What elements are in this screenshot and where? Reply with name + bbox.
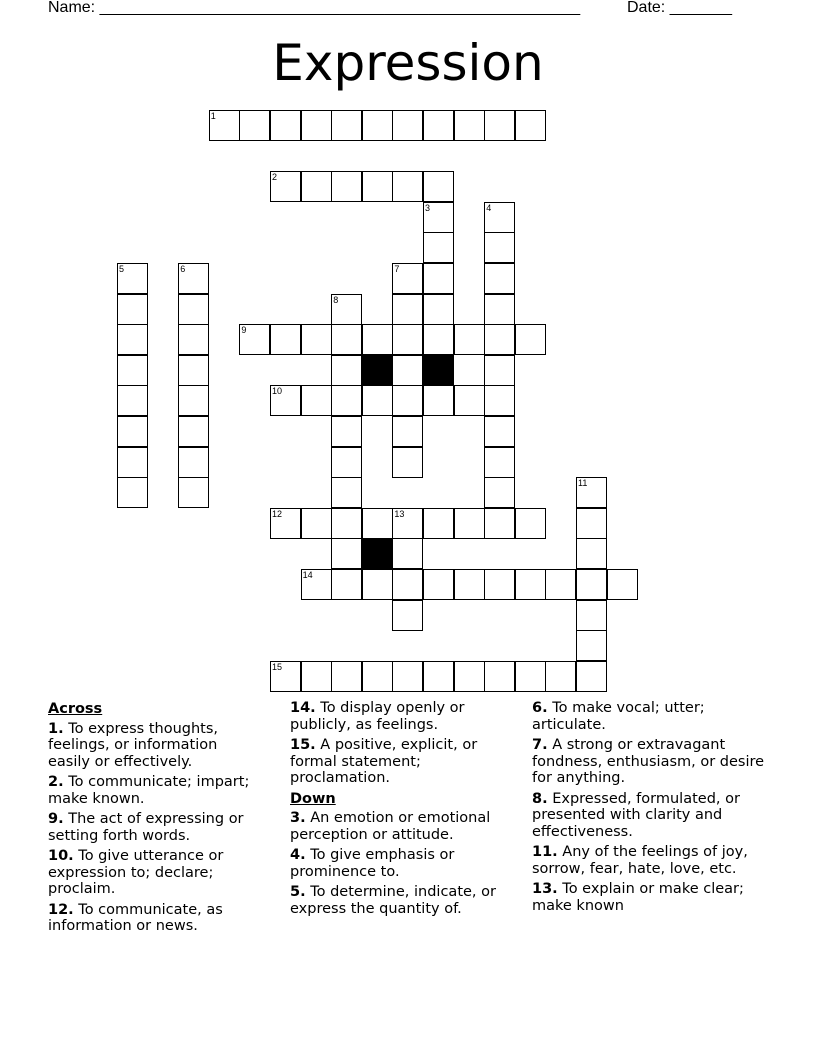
crossword-cell[interactable]	[301, 110, 332, 141]
clue-number: 11.	[532, 844, 558, 860]
clue-number: 5.	[290, 884, 306, 900]
crossword-cell[interactable]	[331, 569, 362, 600]
clue-text: To determine, indicate, or express the quantity of.	[290, 884, 496, 917]
crossword-cell[interactable]	[423, 508, 454, 539]
clue-text: To display openly or publicly, as feelings.	[290, 700, 465, 733]
crossword-cell[interactable]	[362, 508, 393, 539]
crossword-cell[interactable]	[362, 385, 393, 416]
crossword-cell[interactable]	[484, 355, 515, 386]
clue-text: To give emphasis or prominence to.	[290, 847, 455, 880]
crossword-cell[interactable]	[362, 324, 393, 355]
cell-number: 8	[333, 294, 339, 305]
cell-number: 1	[210, 111, 216, 121]
crossword-cell[interactable]	[331, 538, 362, 569]
crossword-cell[interactable]	[270, 324, 301, 355]
crossword-cell[interactable]	[392, 661, 423, 692]
crossword-cell[interactable]	[515, 508, 546, 539]
clue-number: 15.	[290, 737, 316, 753]
crossword-cell[interactable]	[331, 294, 362, 325]
crossword-cell[interactable]	[301, 569, 332, 600]
cell-number: 15	[272, 661, 283, 672]
crossword-cell[interactable]	[270, 110, 301, 141]
across-heading: Across	[48, 701, 103, 717]
crossword-cell[interactable]	[331, 110, 362, 141]
crossword-cell[interactable]	[178, 355, 209, 386]
crossword-cell[interactable]	[484, 477, 515, 508]
crossword-cell[interactable]	[392, 294, 423, 325]
crossword-cell[interactable]	[454, 569, 485, 600]
date-field-label[interactable]: Date: _______	[627, 0, 732, 16]
clues-column-2	[290, 700, 515, 921]
crossword-cell[interactable]	[362, 569, 393, 600]
cell-number: 2	[272, 172, 278, 183]
crossword-cell[interactable]	[423, 661, 454, 692]
crossword-cell[interactable]	[392, 385, 423, 416]
cell-number: 9	[241, 325, 247, 336]
crossword-cell[interactable]	[117, 385, 148, 416]
crossword-cell[interactable]	[301, 324, 332, 355]
crossword-shaded-cell	[362, 538, 393, 569]
crossword-cell[interactable]	[576, 630, 607, 661]
crossword-cell[interactable]	[576, 569, 607, 600]
crossword-cell[interactable]	[331, 355, 362, 386]
crossword-cell[interactable]	[117, 416, 148, 447]
crossword-cell[interactable]	[576, 477, 607, 508]
down-heading: Down	[290, 790, 336, 807]
cell-number: 3	[425, 202, 431, 213]
clue-number: 13.	[532, 881, 558, 897]
crossword-cell[interactable]	[484, 385, 515, 416]
clue-text: Expressed, formulated, or presented with clarity and effectiveness.	[532, 790, 740, 840]
crossword-cell[interactable]	[454, 110, 485, 141]
clue-number: 2.	[48, 774, 64, 790]
crossword-shaded-cell	[362, 355, 393, 386]
crossword-cell[interactable]	[209, 110, 240, 141]
crossword-cell[interactable]	[423, 324, 454, 355]
crossword-cell[interactable]	[178, 477, 209, 508]
clue-number: 8.	[532, 790, 548, 807]
clue-text: To communicate; impart; make known.	[48, 774, 250, 807]
cell-number: 5	[119, 264, 125, 274]
down-clue-7	[532, 737, 782, 787]
clue-number: 7.	[532, 737, 548, 753]
crossword-cell[interactable]	[576, 600, 607, 631]
clue-number: 4.	[290, 847, 306, 863]
clue-text: An emotion or emotional perception or attitude.	[290, 810, 491, 843]
crossword-cell[interactable]	[545, 661, 576, 692]
crossword-cell[interactable]	[545, 569, 576, 600]
clue-text: To express thoughts, feelings, or information easily or effectively.	[48, 720, 219, 770]
crossword-cell[interactable]	[178, 416, 209, 447]
down-clue-13	[532, 881, 782, 914]
across-clue-1	[48, 721, 263, 771]
clue-text: Any of the feelings of joy, sorrow, fear, hate, love, etc.	[532, 844, 748, 877]
crossword-cell[interactable]	[301, 171, 332, 202]
clue-text: To explain or make clear; make known	[532, 881, 744, 914]
crossword-cell[interactable]	[178, 294, 209, 325]
across-clue-2	[48, 774, 263, 807]
cell-number: 11	[578, 478, 588, 489]
crossword-cell[interactable]	[484, 661, 515, 692]
clue-number: 12.	[48, 901, 74, 918]
clue-number: 3.	[290, 810, 306, 826]
crossword-cell[interactable]	[392, 171, 423, 202]
crossword-cell[interactable]	[484, 110, 515, 141]
crossword-cell[interactable]	[576, 661, 607, 692]
crossword-cell[interactable]	[270, 661, 301, 692]
clue-text: To give utterance or expression to; declare; proclaim.	[48, 848, 224, 897]
clue-text: A positive, explicit, or formal statement; proclamation.	[290, 737, 478, 786]
clue-text: The act of expressing or setting forth words.	[48, 811, 244, 844]
crossword-cell[interactable]	[392, 569, 423, 600]
clue-number: 10.	[48, 848, 74, 864]
crossword-cell[interactable]	[484, 263, 515, 294]
crossword-cell[interactable]	[362, 171, 393, 202]
crossword-cell[interactable]	[392, 508, 423, 539]
crossword-cell[interactable]	[270, 385, 301, 416]
crossword-cell[interactable]	[484, 294, 515, 325]
crossword-cell[interactable]	[117, 294, 148, 325]
crossword-cell[interactable]	[331, 661, 362, 692]
crossword-cell[interactable]	[301, 508, 332, 539]
crossword-cell[interactable]	[392, 600, 423, 631]
crossword-cell[interactable]	[117, 447, 148, 478]
down-clue-3	[290, 810, 515, 843]
crossword-cell[interactable]	[392, 355, 423, 386]
crossword-cell[interactable]	[239, 110, 270, 141]
crossword-cell[interactable]	[484, 202, 515, 233]
crossword-cell[interactable]	[178, 263, 209, 294]
down-clue-11	[532, 844, 782, 877]
clue-number: 1.	[48, 720, 64, 737]
crossword-cell[interactable]	[484, 324, 515, 355]
cell-number: 6	[180, 264, 186, 274]
crossword-cell[interactable]	[423, 232, 454, 263]
across-clue-9	[48, 811, 263, 844]
crossword-cell[interactable]	[515, 661, 546, 692]
crossword-cell[interactable]	[423, 385, 454, 416]
crossword-cell[interactable]	[484, 232, 515, 263]
crossword-cell[interactable]	[454, 661, 485, 692]
crossword-cell[interactable]	[301, 661, 332, 692]
name-field-label[interactable]: Name: ______________________________________________________	[48, 0, 581, 16]
down-clue-5	[290, 884, 515, 917]
crossword-cell[interactable]	[454, 508, 485, 539]
crossword-cell[interactable]	[454, 385, 485, 416]
crossword-cell[interactable]	[331, 447, 362, 478]
crossword-cell[interactable]	[270, 171, 301, 202]
crossword-cell[interactable]	[392, 263, 423, 294]
crossword-cell[interactable]	[454, 324, 485, 355]
crossword-shaded-cell	[423, 355, 454, 386]
crossword-cell[interactable]	[331, 416, 362, 447]
clue-text: A strong or extravagant fondness, enthusiasm, or desire for anything.	[532, 737, 765, 786]
crossword-cell[interactable]	[178, 447, 209, 478]
cell-number: 13	[394, 508, 405, 519]
crossword-cell[interactable]	[392, 538, 423, 569]
crossword-cell[interactable]	[423, 110, 454, 141]
crossword-cell[interactable]	[362, 110, 393, 141]
cell-number: 7	[394, 264, 400, 274]
crossword-cell[interactable]	[392, 447, 423, 478]
cell-number: 10	[272, 386, 283, 397]
crossword-cell[interactable]	[331, 385, 362, 416]
clue-text: To communicate, as information or news.	[48, 901, 223, 934]
crossword-cell[interactable]	[576, 538, 607, 569]
crossword-cell[interactable]	[178, 385, 209, 416]
across-clue-15	[290, 737, 515, 787]
crossword-cell[interactable]	[607, 569, 638, 600]
clue-text: To make vocal; utter; articulate.	[532, 700, 705, 733]
across-clue-12	[48, 902, 263, 935]
cell-number: 4	[486, 202, 492, 213]
crossword-cell[interactable]	[117, 477, 148, 508]
across-clue-10	[48, 848, 263, 898]
cell-number: 12	[272, 508, 283, 519]
crossword-cell[interactable]	[301, 385, 332, 416]
crossword-cell[interactable]	[576, 508, 607, 539]
across-clue-14	[290, 700, 515, 733]
crossword-cell[interactable]	[392, 110, 423, 141]
crossword-cell[interactable]	[117, 355, 148, 386]
crossword-cell[interactable]	[423, 263, 454, 294]
crossword-cell[interactable]	[515, 569, 546, 600]
crossword-cell[interactable]	[515, 110, 546, 141]
crossword-cell[interactable]	[331, 324, 362, 355]
crossword-cell[interactable]	[239, 324, 270, 355]
crossword-cell[interactable]	[484, 447, 515, 478]
crossword-cell[interactable]	[515, 324, 546, 355]
crossword-cell[interactable]	[484, 416, 515, 447]
puzzle-title: Expression	[272, 34, 544, 92]
crossword-cell[interactable]	[331, 477, 362, 508]
down-clue-8	[532, 791, 782, 841]
down-clue-4	[290, 847, 515, 880]
clue-number: 6.	[532, 700, 548, 716]
crossword-cell[interactable]	[423, 294, 454, 325]
crossword-cell[interactable]	[423, 569, 454, 600]
crossword-cell[interactable]	[178, 324, 209, 355]
clues-column-1	[48, 700, 263, 939]
crossword-cell[interactable]	[423, 202, 454, 233]
crossword-cell[interactable]	[117, 324, 148, 355]
crossword-cell[interactable]	[331, 508, 362, 539]
crossword-cell[interactable]	[484, 569, 515, 600]
crossword-cell[interactable]	[270, 508, 301, 539]
clue-number: 9.	[48, 811, 64, 827]
crossword-cell[interactable]	[423, 171, 454, 202]
crossword-cell[interactable]	[392, 324, 423, 355]
down-clue-6	[532, 700, 782, 733]
crossword-cell[interactable]	[484, 508, 515, 539]
crossword-cell[interactable]	[331, 171, 362, 202]
crossword-cell[interactable]	[392, 416, 423, 447]
clue-number: 14.	[290, 700, 316, 716]
clues-column-3	[532, 700, 782, 918]
crossword-cell[interactable]	[117, 263, 148, 294]
crossword-cell[interactable]	[362, 661, 393, 692]
cell-number: 14	[302, 570, 313, 580]
